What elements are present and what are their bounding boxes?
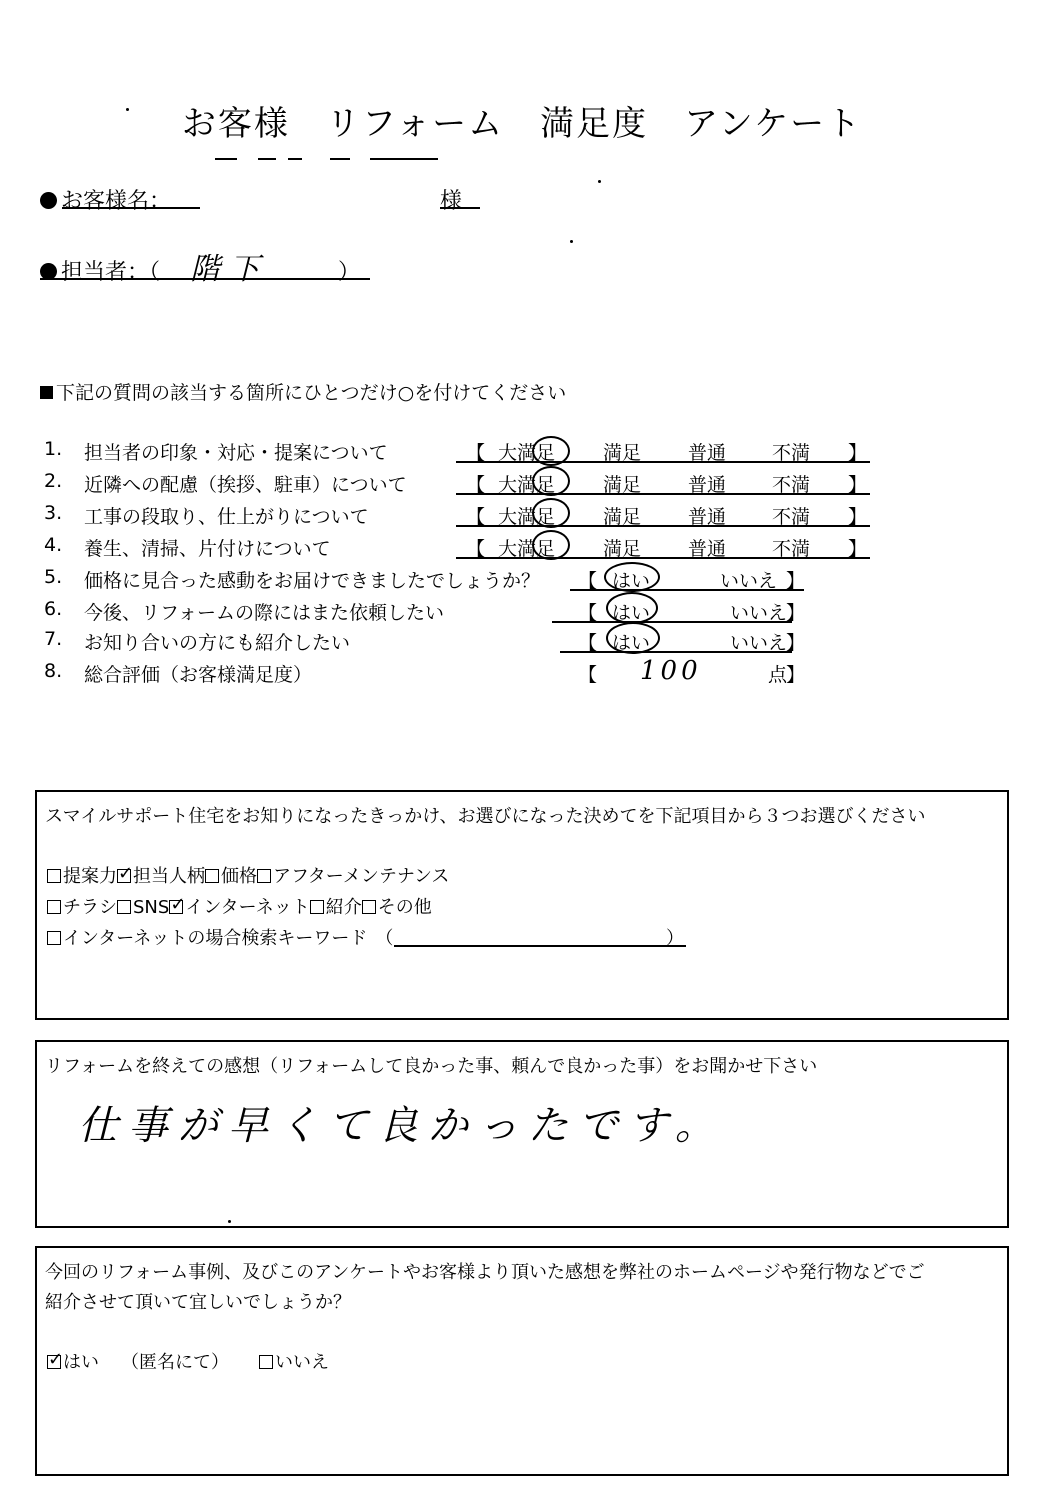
question-text: 養生、清掃、片付けについて xyxy=(84,538,331,560)
question-row-5 xyxy=(0,566,1044,592)
scan-speck xyxy=(126,108,129,111)
option-no[interactable]: いいえ xyxy=(720,570,778,592)
title-underline xyxy=(215,158,237,160)
staff-name: 階 下 xyxy=(190,252,260,287)
square-bullet-icon xyxy=(40,386,53,399)
bracket-close: 】 xyxy=(848,442,868,464)
row-underline xyxy=(456,493,870,495)
keyword-label: インターネットの場合検索キーワード xyxy=(63,928,368,949)
row-underline xyxy=(570,589,804,591)
bracket-open: 【 xyxy=(578,664,598,686)
bracket-close: 】 xyxy=(848,506,868,528)
question-row-7 xyxy=(0,628,1044,654)
option-label: その他 xyxy=(377,897,432,918)
checkbox-kakaku[interactable] xyxy=(205,869,219,883)
permission-yes-label: はい xyxy=(63,1352,99,1373)
permission-options xyxy=(47,1348,329,1374)
option-futsu[interactable]: 普通 xyxy=(688,474,727,496)
checkbox-sns[interactable] xyxy=(117,900,131,914)
title-underline xyxy=(370,158,438,160)
title-underline xyxy=(330,158,350,160)
impression-answer[interactable]: 仕事が早くて良かったです。 xyxy=(78,1103,725,1149)
option-label: 紹介 xyxy=(325,897,362,918)
source-row-2 xyxy=(47,893,432,919)
title-underline xyxy=(258,158,276,160)
option-label: チラシ xyxy=(63,897,117,918)
question-text: 工事の段取り、仕上がりについて xyxy=(84,506,369,528)
answer-circle xyxy=(606,622,660,654)
bracket-open: 【 xyxy=(466,538,486,560)
option-dai-manzoku[interactable]: 大満足 xyxy=(498,474,556,496)
bracket-open: 【 xyxy=(578,570,598,592)
row-underline xyxy=(456,557,870,559)
question-number: 2. xyxy=(44,470,63,492)
keyword-bracket-open: （ xyxy=(375,928,394,949)
customer-name-row xyxy=(40,184,171,215)
checkbox-chirashi[interactable] xyxy=(47,900,61,914)
option-fuman[interactable]: 不満 xyxy=(772,506,811,528)
checkbox-sonota[interactable] xyxy=(362,900,376,914)
answer-circle xyxy=(532,466,570,496)
option-manzoku[interactable]: 満足 xyxy=(603,474,642,496)
title-underline xyxy=(288,158,302,160)
question-row-1 xyxy=(0,438,1044,464)
staff-row xyxy=(40,255,160,286)
option-yes[interactable]: はい xyxy=(612,632,651,654)
option-manzoku[interactable]: 満足 xyxy=(603,442,642,464)
option-yes[interactable]: はい xyxy=(612,602,651,624)
staff-close: ） xyxy=(338,260,361,285)
option-futsu[interactable]: 普通 xyxy=(688,538,727,560)
bracket-close: 】 xyxy=(786,632,806,654)
option-manzoku[interactable]: 満足 xyxy=(603,506,642,528)
staff-underline xyxy=(40,278,370,280)
keyword-bracket-close: ） xyxy=(666,928,684,949)
checkbox-teian[interactable] xyxy=(47,869,61,883)
option-fuman[interactable]: 不満 xyxy=(772,538,811,560)
instruction-text: 下記の質問の該当する箇所にひとつだけ○を付けてください xyxy=(56,382,567,404)
permission-yes-note: （匿名にて） xyxy=(121,1352,229,1373)
question-number: 4. xyxy=(44,534,63,556)
checkbox-after-maintenance[interactable] xyxy=(257,869,271,883)
answer-circle xyxy=(532,530,570,560)
row-underline xyxy=(552,621,792,623)
checkbox-permission-yes[interactable] xyxy=(47,1355,61,1369)
permission-heading-line2: 紹介させて頂いて宜しいでしょうか？ xyxy=(45,1292,351,1313)
source-heading: スマイルサポート住宅をお知りになったきっかけ、お選びになった決めてを下記項目から３つお選びください xyxy=(45,806,926,827)
option-no[interactable]: いいえ xyxy=(730,632,788,654)
option-dai-manzoku[interactable]: 大満足 xyxy=(498,442,556,464)
option-futsu[interactable]: 普通 xyxy=(688,442,727,464)
question-text: お知り合いの方にも紹介したい xyxy=(84,632,351,654)
question-text: 今後、リフォームの際にはまた依頼したい xyxy=(84,602,445,624)
question-number: 6. xyxy=(44,598,63,620)
source-row-3 xyxy=(47,924,393,950)
permission-heading-line1: 今回のリフォーム事例、及びこのアンケートやお客様より頂いた感想を弊社のホームページや発行物などでご xyxy=(45,1262,925,1283)
option-dai-manzoku[interactable]: 大満足 xyxy=(498,506,556,528)
answer-circle xyxy=(604,562,660,592)
staff-label: 担当者：（ xyxy=(61,260,161,285)
bracket-open: 【 xyxy=(466,474,486,496)
question-row-2 xyxy=(0,470,1044,496)
instruction xyxy=(40,378,566,405)
bracket-open: 【 xyxy=(466,506,486,528)
bracket-open: 【 xyxy=(466,442,486,464)
option-label: 担当人柄 xyxy=(133,866,205,887)
answer-circle xyxy=(532,498,570,528)
bracket-close: 】 xyxy=(786,664,806,686)
customer-name-underline xyxy=(62,207,200,209)
option-label: 価格 xyxy=(221,866,257,887)
checkbox-permission-no[interactable] xyxy=(259,1355,273,1369)
question-row-4 xyxy=(0,534,1044,560)
checkbox-shokai[interactable] xyxy=(310,900,324,914)
answer-circle xyxy=(606,592,658,624)
row-underline xyxy=(456,525,870,527)
scan-speck xyxy=(570,240,573,243)
question-number: 1. xyxy=(44,438,63,460)
question-row-8 xyxy=(0,656,1044,686)
scan-speck xyxy=(228,1220,231,1223)
question-row-6 xyxy=(0,598,1044,624)
question-number: 5. xyxy=(44,566,63,588)
question-text: 総合評価（お客様満足度） xyxy=(84,664,313,686)
customer-name-label: お客様名： xyxy=(61,189,172,214)
overall-score[interactable]: 100 xyxy=(640,656,702,686)
question-text: 近隣への配慮（挨拶、駐車）について xyxy=(84,474,407,496)
question-number: 8. xyxy=(44,660,63,682)
option-manzoku[interactable]: 満足 xyxy=(603,538,642,560)
option-fuman[interactable]: 不満 xyxy=(772,442,811,464)
question-row-3 xyxy=(0,502,1044,528)
row-underline xyxy=(456,461,870,463)
row-underline xyxy=(560,651,792,653)
customer-suffix: 様 xyxy=(440,189,463,214)
option-yes[interactable]: はい xyxy=(612,570,651,592)
bracket-close: 】 xyxy=(848,538,868,560)
checkbox-keyword[interactable] xyxy=(47,931,61,945)
answer-circle xyxy=(532,436,570,466)
option-futsu[interactable]: 普通 xyxy=(688,506,727,528)
checkbox-internet[interactable] xyxy=(169,900,183,914)
checkbox-tanto-hitogara[interactable] xyxy=(117,869,131,883)
page-title: お客様 リフォーム 満足度 アンケート xyxy=(181,104,863,144)
option-dai-manzoku[interactable]: 大満足 xyxy=(498,538,556,560)
customer-suffix-underline xyxy=(440,207,480,209)
question-text: 価格に見合った感動をお届けできましたでしょうか？ xyxy=(84,570,541,592)
question-number: 3. xyxy=(44,502,63,524)
source-row-1 xyxy=(47,862,449,888)
option-label: インターネット xyxy=(185,897,310,918)
bracket-open: 【 xyxy=(578,632,598,654)
bracket-close: 】 xyxy=(786,570,806,592)
permission-no-label: いいえ xyxy=(275,1352,329,1373)
question-text: 担当者の印象・対応・提案について xyxy=(84,442,388,464)
bracket-open: 【 xyxy=(578,602,598,624)
option-label: アフターメンテナンス xyxy=(273,866,450,887)
score-unit: 点 xyxy=(768,664,788,686)
option-fuman[interactable]: 不満 xyxy=(772,474,811,496)
impression-heading: リフォームを終えての感想（リフォームして良かった事、頼んで良かった事）をお聞かせ下さい xyxy=(45,1056,818,1077)
bracket-close: 】 xyxy=(786,602,806,624)
option-no[interactable]: いいえ xyxy=(730,602,788,624)
scan-speck xyxy=(598,180,601,183)
bracket-close: 】 xyxy=(848,474,868,496)
option-label: 提案力 xyxy=(63,866,117,887)
bullet-icon xyxy=(40,192,57,209)
option-label: SNS xyxy=(133,897,170,918)
question-number: 7. xyxy=(44,628,63,650)
keyword-input-line[interactable] xyxy=(394,945,686,947)
